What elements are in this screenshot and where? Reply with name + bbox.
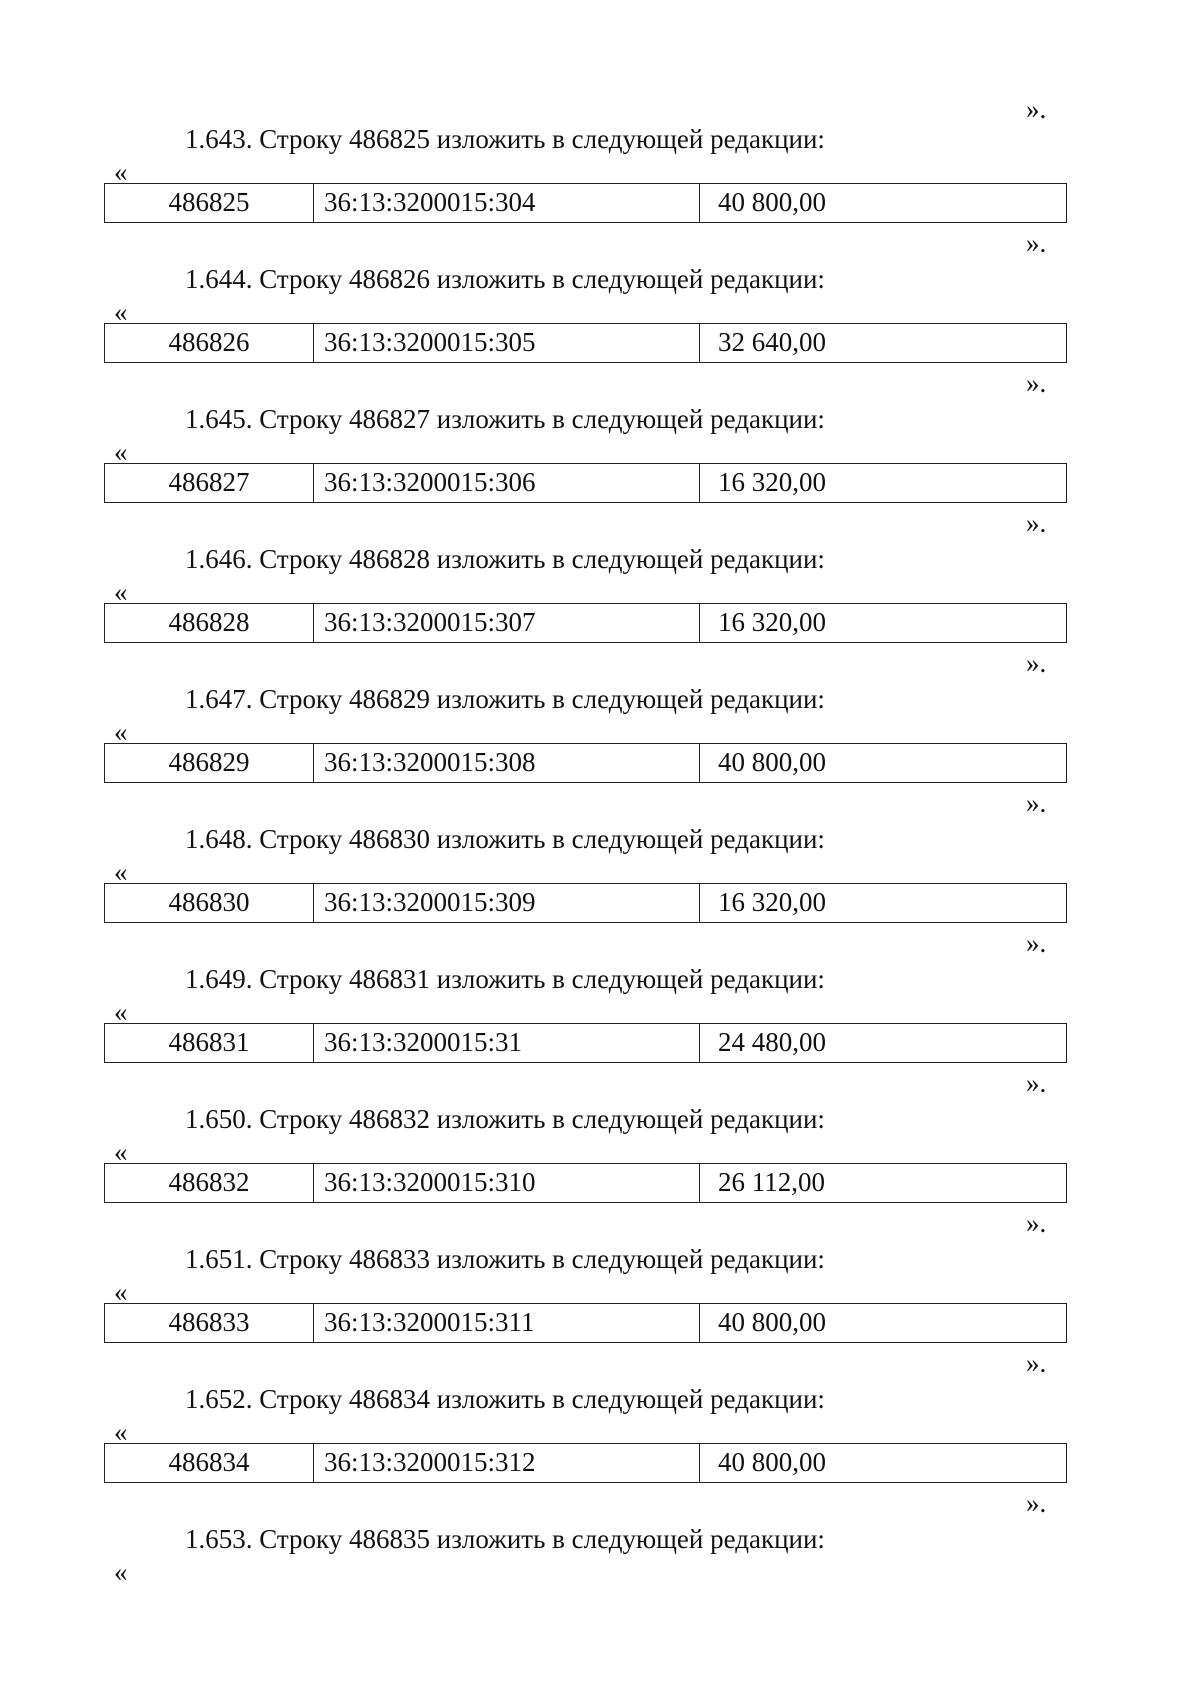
closing-quote: ».: [1026, 228, 1047, 258]
cadastral-number-cell: 36:13:3200015:31: [314, 1024, 700, 1062]
closing-quote: ».: [1026, 788, 1047, 818]
amendment-block: [0, 403, 1200, 543]
row-number-cell: 486827: [105, 464, 314, 502]
amendment-heading: 1.652. Строку 486834 изложить в следующей редакции:: [185, 1384, 825, 1414]
cadastral-number-cell: 36:13:3200015:310: [314, 1164, 700, 1202]
amendment-block: [0, 1523, 1200, 1603]
amendment-heading: 1.650. Строку 486832 изложить в следующей редакции:: [185, 1104, 825, 1134]
table-row: [104, 1303, 1067, 1343]
row-number-cell: 486826: [105, 324, 314, 362]
closing-quote: ».: [1026, 508, 1047, 538]
amendment-heading: 1.651. Строку 486833 изложить в следующей редакции:: [185, 1244, 825, 1274]
closing-quote: ».: [1026, 928, 1047, 958]
opening-quote: «: [114, 1557, 128, 1587]
amendment-heading: 1.648. Строку 486830 изложить в следующей редакции:: [185, 824, 825, 854]
row-number-cell: 486834: [105, 1444, 314, 1482]
amendment-block: [0, 1103, 1200, 1243]
amendment-block: [0, 823, 1200, 963]
closing-quote: ».: [1026, 1348, 1047, 1378]
amendment-heading: 1.644. Строку 486826 изложить в следующей редакции:: [185, 264, 825, 294]
value-cell: 40 800,00: [718, 747, 826, 777]
amendment-block: [0, 683, 1200, 823]
value-cell: 26 112,00: [718, 1167, 825, 1197]
amendment-block: [0, 1383, 1200, 1523]
value-cell: 16 320,00: [718, 887, 826, 917]
opening-quote: «: [114, 297, 128, 327]
closing-quote: ».: [1026, 368, 1047, 398]
cadastral-number-cell: 36:13:3200015:308: [314, 744, 700, 782]
table-row: [104, 603, 1067, 643]
closing-quote: ».: [1026, 1488, 1047, 1518]
value-cell: 40 800,00: [718, 187, 826, 217]
opening-quote: «: [114, 1417, 128, 1447]
value-cell: 32 640,00: [718, 327, 826, 357]
amendment-heading: 1.653. Строку 486835 изложить в следующей редакции:: [185, 1524, 825, 1554]
amendment-heading: 1.643. Строку 486825 изложить в следующей редакции:: [185, 124, 825, 154]
table-row: [104, 463, 1067, 503]
cadastral-number-cell: 36:13:3200015:307: [314, 604, 700, 642]
amendment-block: [0, 963, 1200, 1103]
opening-quote: «: [114, 717, 128, 747]
opening-quote: «: [114, 1137, 128, 1167]
amendment-heading: 1.649. Строку 486831 изложить в следующей редакции:: [185, 964, 825, 994]
row-number-cell: 486828: [105, 604, 314, 642]
table-row: [104, 743, 1067, 783]
value-cell: 16 320,00: [718, 467, 826, 497]
closing-quote: ».: [1026, 1208, 1047, 1238]
closing-quote: ».: [1026, 1068, 1047, 1098]
cadastral-number-cell: 36:13:3200015:304: [314, 184, 700, 222]
closing-quote: ».: [1026, 94, 1047, 124]
opening-quote: «: [114, 997, 128, 1027]
amendment-heading: 1.646. Строку 486828 изложить в следующей редакции:: [185, 544, 825, 574]
cadastral-number-cell: 36:13:3200015:309: [314, 884, 700, 922]
value-cell: 40 800,00: [718, 1307, 826, 1337]
opening-quote: «: [114, 437, 128, 467]
amendment-heading: 1.647. Строку 486829 изложить в следующей редакции:: [185, 684, 825, 714]
table-row: [104, 323, 1067, 363]
table-row: [104, 183, 1067, 223]
opening-quote: «: [114, 577, 128, 607]
amendment-block: [0, 543, 1200, 683]
row-number-cell: 486829: [105, 744, 314, 782]
amendment-block: [0, 123, 1200, 263]
cadastral-number-cell: 36:13:3200015:306: [314, 464, 700, 502]
table-row: [104, 1023, 1067, 1063]
opening-quote: «: [114, 157, 128, 187]
row-number-cell: 486833: [105, 1304, 314, 1342]
cadastral-number-cell: 36:13:3200015:311: [314, 1304, 700, 1342]
opening-quote: «: [114, 1277, 128, 1307]
table-row: [104, 1443, 1067, 1483]
amendment-block: [0, 263, 1200, 403]
amendment-heading: 1.645. Строку 486827 изложить в следующей редакции:: [185, 404, 825, 434]
value-cell: 24 480,00: [718, 1027, 826, 1057]
row-number-cell: 486825: [105, 184, 314, 222]
row-number-cell: 486830: [105, 884, 314, 922]
cadastral-number-cell: 36:13:3200015:312: [314, 1444, 700, 1482]
cadastral-number-cell: 36:13:3200015:305: [314, 324, 700, 362]
row-number-cell: 486832: [105, 1164, 314, 1202]
amendment-block: [0, 1243, 1200, 1383]
value-cell: 16 320,00: [718, 607, 826, 637]
table-row: [104, 883, 1067, 923]
value-cell: 40 800,00: [718, 1447, 826, 1477]
row-number-cell: 486831: [105, 1024, 314, 1062]
opening-quote: «: [114, 857, 128, 887]
table-row: [104, 1163, 1067, 1203]
closing-quote: ».: [1026, 648, 1047, 678]
